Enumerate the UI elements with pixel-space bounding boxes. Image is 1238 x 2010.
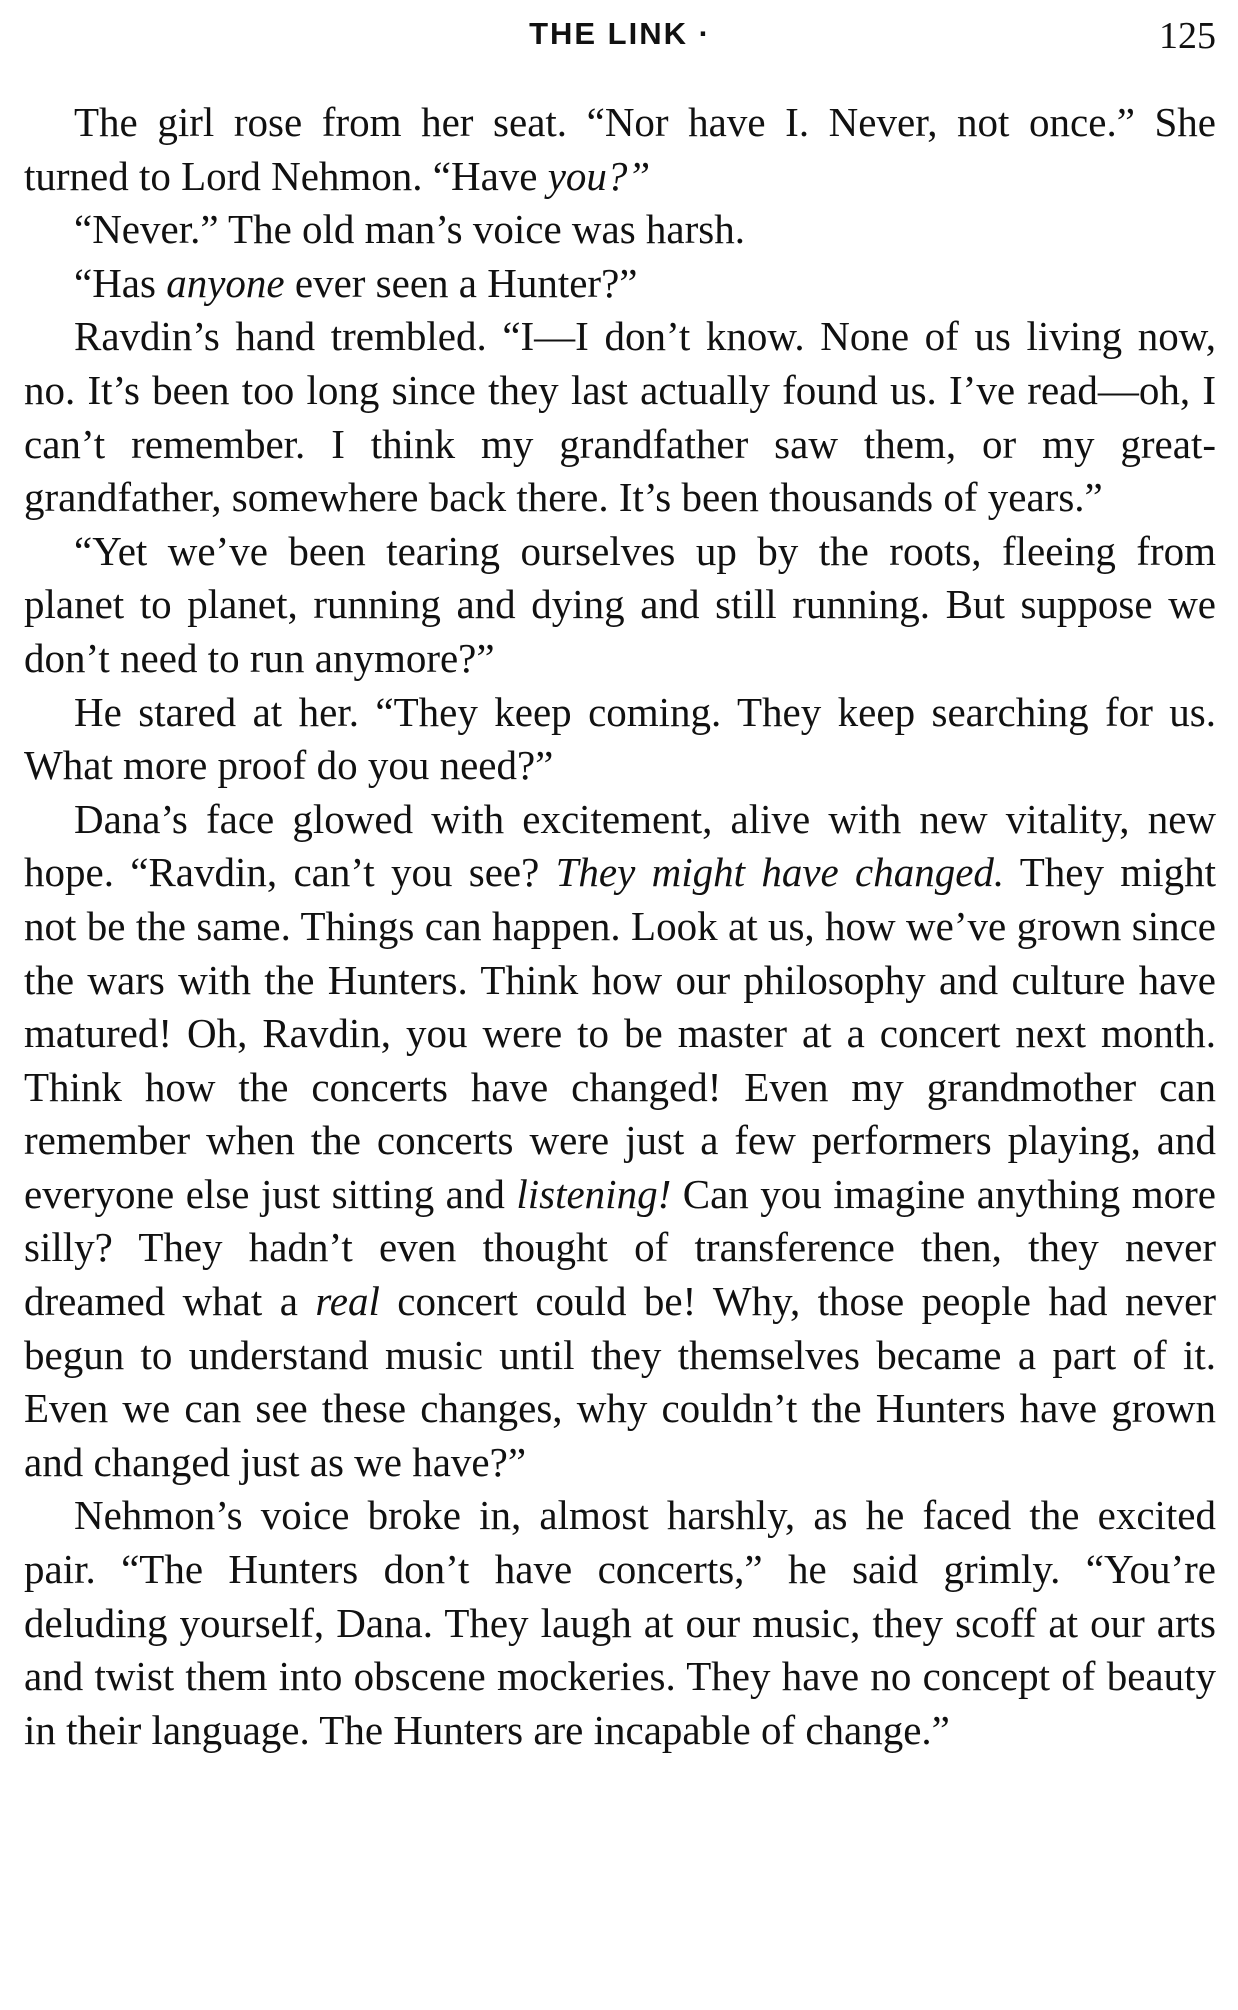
italic-text: listening! [516,1170,672,1217]
text-run: Nehmon’s voice broke in, almost harshly, as he faced the excited pair. “The Hunters don’t have concerts,” he said grimly. “You’re deluding yourself, Dana. They laugh at our music, they scoff at our arts and twist them into obscene mockeries. They have no concept of beauty in their language. The Hunters are incapable of change.” [24,1492,1216,1753]
text-run: He stared at her. “They keep coming. They keep searching for us. What more proof do you need?” [24,688,1216,789]
text-run: Can you imagine anything more silly? They hadn’t even thought of transference then, they never dreamed what a [24,1170,1216,1325]
text-run: The girl rose from her seat. “Nor have I. Never, not once.” She turned to Lord Nehmon. “Have [24,99,1216,199]
italic-text: you?” [547,152,651,199]
running-header [24,8,1216,68]
paragraph [24,793,1216,1490]
text-run: concert could be! Why, those people had never begun to understand music until they themselves became a part of it. Even we can see these changes, why couldn’t the Hunters have grown and changed just as we have?” [24,1278,1216,1485]
page-number: 125 [1159,15,1216,57]
paragraph [24,203,1216,257]
paragraph [24,96,1216,203]
text-run: Ravdin’s hand trembled. “I—I don’t know. None of us living now, no. It’s been too long since they last actually found us. I’ve read—oh, I can’t remember. I think my grandfather saw them, or my great-grandfather, somewhere back there. It’s been thousands of years.” [24,313,1216,521]
paragraph [24,310,1216,524]
italic-text: anyone [166,259,285,306]
italic-text: real [315,1278,380,1325]
paragraph [24,525,1216,686]
paragraph [24,257,1216,311]
italic-text: They might have changed. [555,849,1005,896]
body-text [24,96,1216,1757]
text-run: ever seen a Hunter?” [284,259,638,306]
text-run: “Yet we’ve been tearing ourselves up by the roots, fleeing from planet to planet, running and dying and still running. But suppose we don’t need to run anymore?” [24,527,1216,681]
book-page [24,8,1216,1757]
text-run: They might not be the same. Things can happen. Look at us, how we’ve grown since the wars with the Hunters. Think how our philosophy and culture have matured! Oh, Ravdin, you were to be master at a concert next month. Think how the concerts have changed! Even my grandmother can remember when the concerts were just a few performers playing, and everyone else just sitting and [24,849,1216,1217]
text-run: “Never.” The old man’s voice was harsh. [74,206,745,253]
text-run: “Has [74,259,167,306]
paragraph [24,686,1216,793]
paragraph [24,1489,1216,1757]
running-title: THE LINK · [529,16,711,51]
text-run: Dana’s face glowed with excitement, alive with new vitality, new hope. “Ravdin, can’t you see? [24,795,1216,896]
